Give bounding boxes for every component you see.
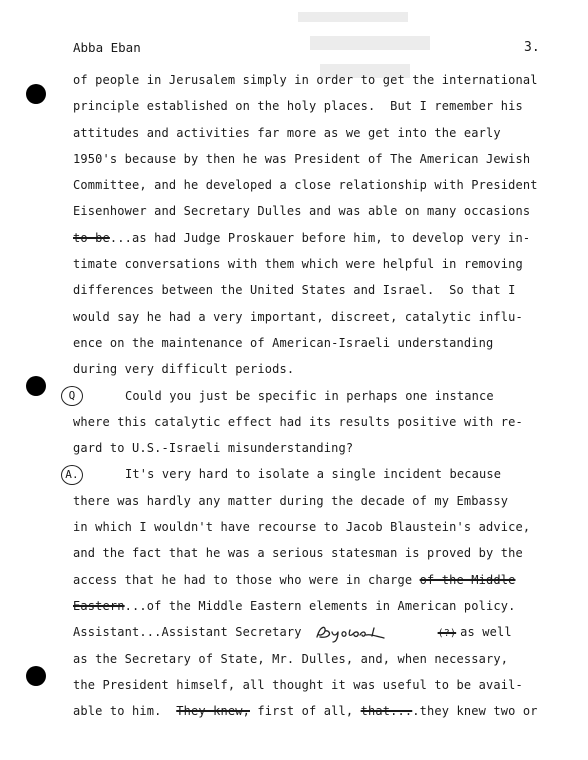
text-span: ...as had Judge Proskauer before him, to develop very in-	[109, 230, 531, 245]
text-span: ...of the Middle Eastern elements in American policy.	[124, 598, 516, 613]
text-span: It's very hard to isolate a single incident because	[125, 467, 502, 482]
text-line: the President himself, all thought it was useful to be avail-	[73, 677, 523, 692]
text-line: there was hardly any matter during the decade of my Embassy	[73, 493, 509, 508]
struck-text: They knew,	[176, 704, 250, 719]
text-span: .they knew two or	[412, 704, 538, 719]
text-line: Eisenhower and Secretary Dulles and was able on many occasions	[73, 204, 531, 219]
text-line	[73, 225, 565, 251]
text-line: would say he had a very important, discreet, catalytic influ-	[73, 309, 523, 324]
punch-hole	[26, 376, 46, 396]
text-span: able to him.	[73, 704, 177, 719]
punch-hole	[26, 666, 46, 686]
text-line	[73, 619, 565, 645]
text-line: during very difficult periods.	[73, 362, 295, 377]
text-line	[73, 567, 565, 593]
struck-mark: (?)	[437, 628, 457, 640]
text-line: ence on the maintenance of American-Israeli understanding	[73, 335, 494, 350]
text-line: Committee, and he developed a close relationship with President	[73, 178, 538, 193]
text-line	[73, 593, 565, 619]
text-line: and the fact that he was a serious statesman is proved by the	[73, 546, 523, 561]
text-line: as the Secretary of State, Mr. Dulles, and, when necessary,	[73, 651, 509, 666]
page-number: 3.	[524, 40, 540, 55]
text-span: Could you just be specific in perhaps one instance	[125, 388, 494, 403]
struck-text: to be	[73, 230, 110, 245]
text-line: differences between the United States and Israel. So that I	[73, 283, 516, 298]
punch-hole	[26, 84, 46, 104]
answer-marker: A.	[61, 465, 83, 485]
text-line: attitudes and activities far more as we get into the early	[73, 125, 501, 140]
text-span: access that he had to those who were in charge	[73, 572, 420, 587]
handwritten-name	[314, 622, 392, 644]
text-line	[68, 383, 565, 409]
text-line: where this catalytic effect had its results positive with re-	[73, 414, 523, 429]
text-span: first of all,	[250, 704, 361, 719]
text-line: in which I wouldn't have recourse to Jacob Blaustein's advice,	[73, 520, 531, 535]
text-line	[65, 461, 565, 487]
struck-text: of the Middle	[419, 572, 516, 587]
struck-text: that...	[360, 704, 413, 719]
text-span: Assistant...Assistant Secretary	[73, 625, 302, 640]
text-line: timate conversations with them which were helpful in removing	[73, 257, 523, 272]
text-line: 1950's because by then he was President of The American Jewish	[73, 151, 531, 166]
header-author: Abba Eban	[73, 40, 141, 55]
text-line: principle established on the holy places. But I remember his	[73, 99, 523, 114]
question-marker: Q	[61, 386, 83, 406]
text-line: of people in Jerusalem simply in order to get the international	[73, 73, 538, 87]
transcript-body	[65, 67, 565, 724]
text-line	[73, 698, 565, 724]
text-line: gard to U.S.-Israeli misunderstanding?	[73, 441, 354, 456]
struck-text: Eastern	[73, 598, 125, 613]
text-span: as well	[460, 625, 512, 640]
